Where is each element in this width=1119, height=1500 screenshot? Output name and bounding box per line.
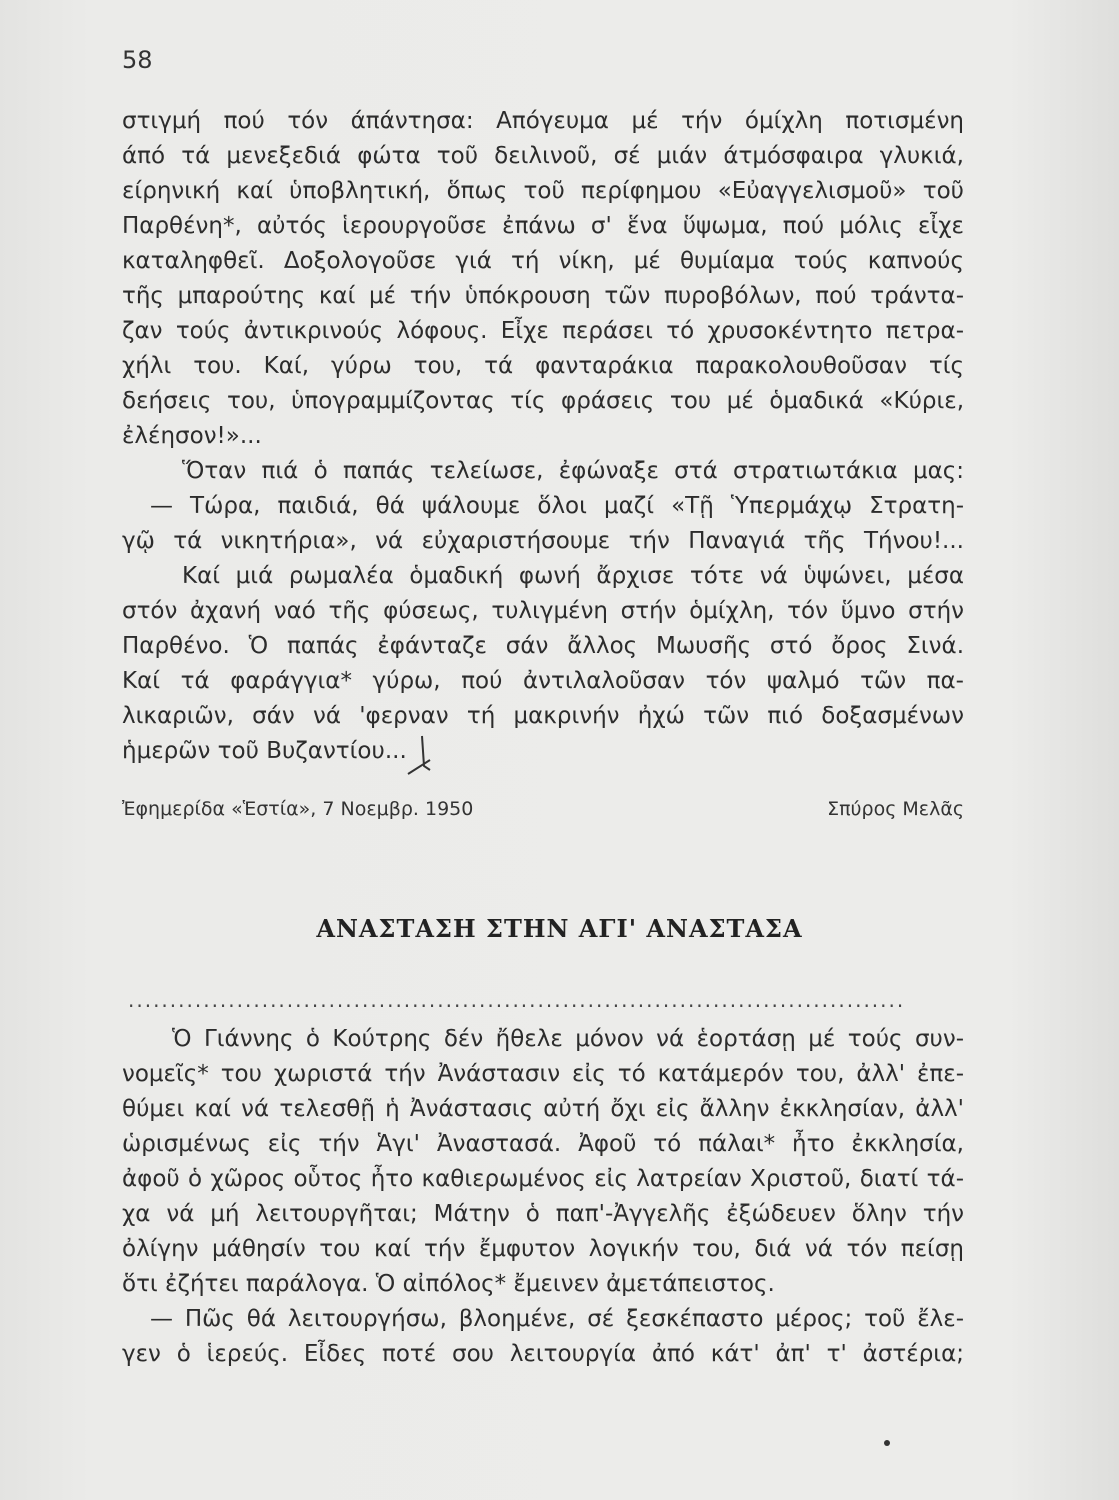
text-line: καταληφθεῖ. Δοξολογοῦσε γιά τή νίκη, μέ θυμίαμα τούς καπνούς: [122, 248, 964, 274]
text-line: Ὅταν πιά ὁ παπάς τελείωσε, ἐφώναξε στά στρατιωτάκια μας:: [182, 458, 964, 484]
text-line: γῷ τά νικητήρια», νά εὐχαριστήσουμε τήν Παναγιά τῆς Τήνου!...: [122, 528, 964, 554]
text-line: Παρθένη*, αὐτός ἱερουργοῦσε ἐπάνω σ' ἕνα ὕψωμα, πού μόλις εἶχε: [122, 213, 964, 239]
text-line: χα νά μή λειτουργῆται; Μάτην ὁ παπ'-Ἀγγελῆς ἐξώδευεν ὅλην τήν: [122, 1201, 964, 1227]
text-line: χήλι του. Καί, γύρω του, τά φανταράκια παρακολουθοῦσαν τίς: [122, 353, 964, 379]
text-line: θύμει καί νά τελεσθῇ ἡ Ἀνάστασις αὐτή ὄχι εἰς ἄλλην ἐκκλησίαν, ἀλλ': [122, 1096, 964, 1122]
text-line: άπό τά μενεξεδιά φώτα τοῦ δειλινοῦ, σέ μιάν άτμόσφαιρα γλυκιά,: [122, 143, 964, 169]
text-line: ὅτι ἐζήτει παράλογα. Ὁ αἰπόλος* ἔμεινεν ἀμετάπειστος.: [122, 1271, 775, 1297]
text-line: είρηνική καί ὑποβλητική, ὅπως τοῦ περίφημου «Εὐαγγελισμοῦ» τοῦ: [122, 178, 964, 204]
text-line: ἡμερῶν τοῦ Βυζαντίου...: [122, 738, 407, 764]
page-number: 58: [122, 46, 153, 74]
text-line: ἐλέησον!»...: [122, 423, 262, 449]
text-line: Ὁ Γιάννης ὁ Κούτρης δέν ἤθελε μόνον νά ἑορτάσῃ μέ τούς συν-: [172, 1026, 964, 1052]
dialogue-line: — Τώρα, παιδιά, θά ψάλουμε ὅλοι μαζί «Τῇ Ὑπερμάχῳ Στρατη-: [150, 493, 964, 519]
text-line: στόν ἀχανή ναό τῆς φύσεως, τυλιγμένη στήν ὁμίχλη, τόν ὕμνο στήν: [122, 598, 964, 624]
text-line: ὀλίγην μάθησίν του καί τήν ἔμφυτον λογικήν του, διά νά τόν πείσῃ: [122, 1236, 964, 1262]
text-line: Παρθένο. Ὁ παπάς ἐφάνταζε σάν ἄλλος Μωυσῆς στό ὄρος Σινά.: [122, 633, 964, 659]
text-line: ἀφοῦ ὁ χῶρος οὗτος ἦτο καθιερωμένος εἰς λατρείαν Χριστοῦ, διατί τά-: [122, 1166, 964, 1192]
source-citation: Ἐφημερίδα «Ἑστία», 7 Νοεμβρ. 1950: [122, 798, 474, 820]
text-line: τῆς μπαρούτης καί μέ τήν ὑπόκρουση τῶν πυροβόλων, πού τράντα-: [122, 283, 964, 309]
text-line: Καί μιά ρωμαλέα ὁμαδική φωνή ἄρχισε τότε νά ὑψώνει, μέσα: [182, 563, 964, 589]
ellipsis-divider: .............................................................................................: [128, 988, 906, 1012]
text-line: δεήσεις του, ὑπογραμμίζοντας τίς φράσεις του μέ ὁμαδικά «Κύριε,: [122, 388, 964, 414]
ink-dot: [884, 1440, 890, 1446]
dialogue-line: — Πῶς θά λειτουργήσω, βλοημένε, σέ ξεσκέπαστο μέρος; τοῦ ἔλε-: [150, 1306, 964, 1332]
text-line: νομεῖς* του χωριστά τήν Ἀνάστασιν εἰς τό κατάμερόν του, ἀλλ' ἐπε-: [122, 1061, 964, 1087]
text-line: Καί τά φαράγγια* γύρω, πού ἀντιλαλοῦσαν τόν ψαλμό τῶν πα-: [122, 668, 964, 694]
text-line: στιγμή πού τόν άπάντησα: Απόγευμα μέ τήν όμίχλη ποτισμένη: [122, 108, 964, 134]
text-line: ὡρισμένως εἰς τήν Ἁγι' Ἀναστασά. Ἀφοῦ τό πάλαι* ἦτο ἐκκλησία,: [122, 1131, 964, 1157]
text-line: λικαριῶν, σάν νά 'φερναν τή μακρινήν ἠχώ τῶν πιό δοξασμένων: [122, 703, 964, 729]
section-heading: ΑΝΑΣΤΑΣΗ ΣΤΗΝ ΑΓΙ' ΑΝΑΣΤΑΣΑ: [316, 914, 803, 943]
text-line: ζαν τούς ἀντικρινούς λόφους. Εἶχε περάσει τό χρυσοκέντητο πετρα-: [122, 318, 964, 344]
pen-mark-icon: [400, 730, 460, 778]
text-line: γεν ὁ ἱερεύς. Εἶδες ποτέ σου λειτουργία ἀπό κάτ' ἀπ' τ' ἀστέρια;: [122, 1341, 964, 1367]
author-name: Σπύρος Μελᾶς: [827, 798, 964, 820]
